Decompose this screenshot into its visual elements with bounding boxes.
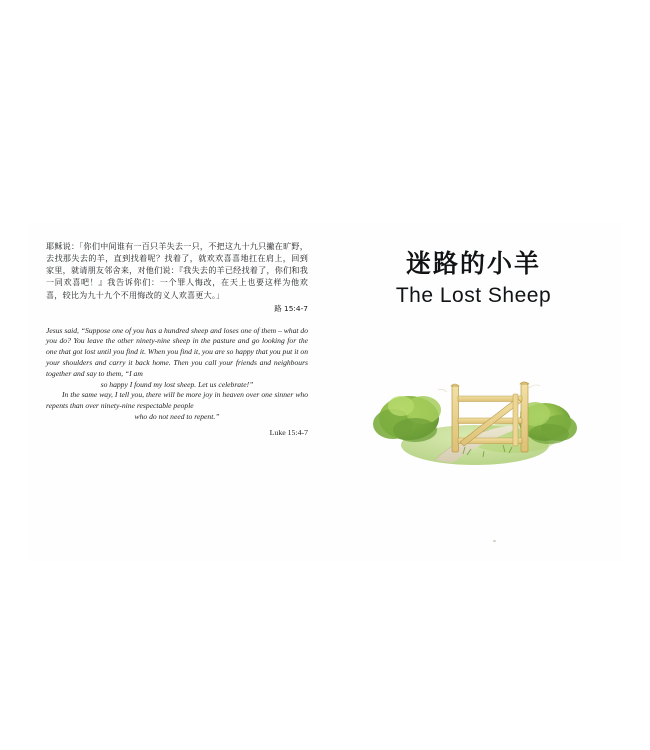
gate-rails	[458, 394, 522, 446]
english-verse-paragraph-2: In the same way, I tell you, there will be more joy in heaven over one sinner who repents than over ninety-nine respectable people	[46, 390, 308, 411]
title-chinese: 迷路的小羊	[405, 249, 541, 278]
chinese-verse-reference: 路 15:4-7	[274, 303, 308, 313]
ink-speck	[493, 540, 496, 542]
gate-post-left-cap	[451, 384, 459, 386]
verse-text-block	[46, 240, 308, 437]
english-verse-reference: Luke 15:4-7	[269, 427, 308, 437]
chinese-verse-text: 耶稣说：「你们中间谁有一百只羊失去一只，不把这九十九只撇在旷野，去找那失去的羊，直到找着呢？找着了，就欢欢喜喜地扛在肩上，回到家里，就请朋友邻舍来，对他们说：『我失去的羊已经找着了，你们和我一同欢喜吧！』我告诉你们：一个罪人悔改，在天上也要这样为他欢喜，较比为九十九个不用悔改的义人欢喜更大。」	[46, 241, 308, 300]
book-right-page	[325, 222, 622, 562]
gate-illustration	[363, 362, 588, 477]
title-english: The Lost Sheep	[395, 284, 552, 307]
bush-left	[373, 396, 441, 442]
gate-post-left	[452, 386, 459, 452]
gate-post-right-cap	[520, 382, 529, 384]
book-spread	[28, 222, 622, 562]
english-verse-paragraph-1: Jesus said, “Suppose one of you has a hundred sheep and loses one of them – what do you do? You leave the other ninety-nine sheep in the pasture and go looking for the one that got lost until you find it. When you find it, you are so happy that you put it on your shoulders and carry it back home. Then you call your friends and neighbours together and say to them, “I am	[46, 325, 308, 378]
english-verse-center-line-2: who do not need to repent.”	[134, 411, 220, 421]
book-left-page	[28, 222, 325, 562]
english-verse-text	[46, 326, 308, 423]
english-verse-center-line-1: so happy I found my lost sheep. Let us celebrate!”	[100, 379, 254, 389]
